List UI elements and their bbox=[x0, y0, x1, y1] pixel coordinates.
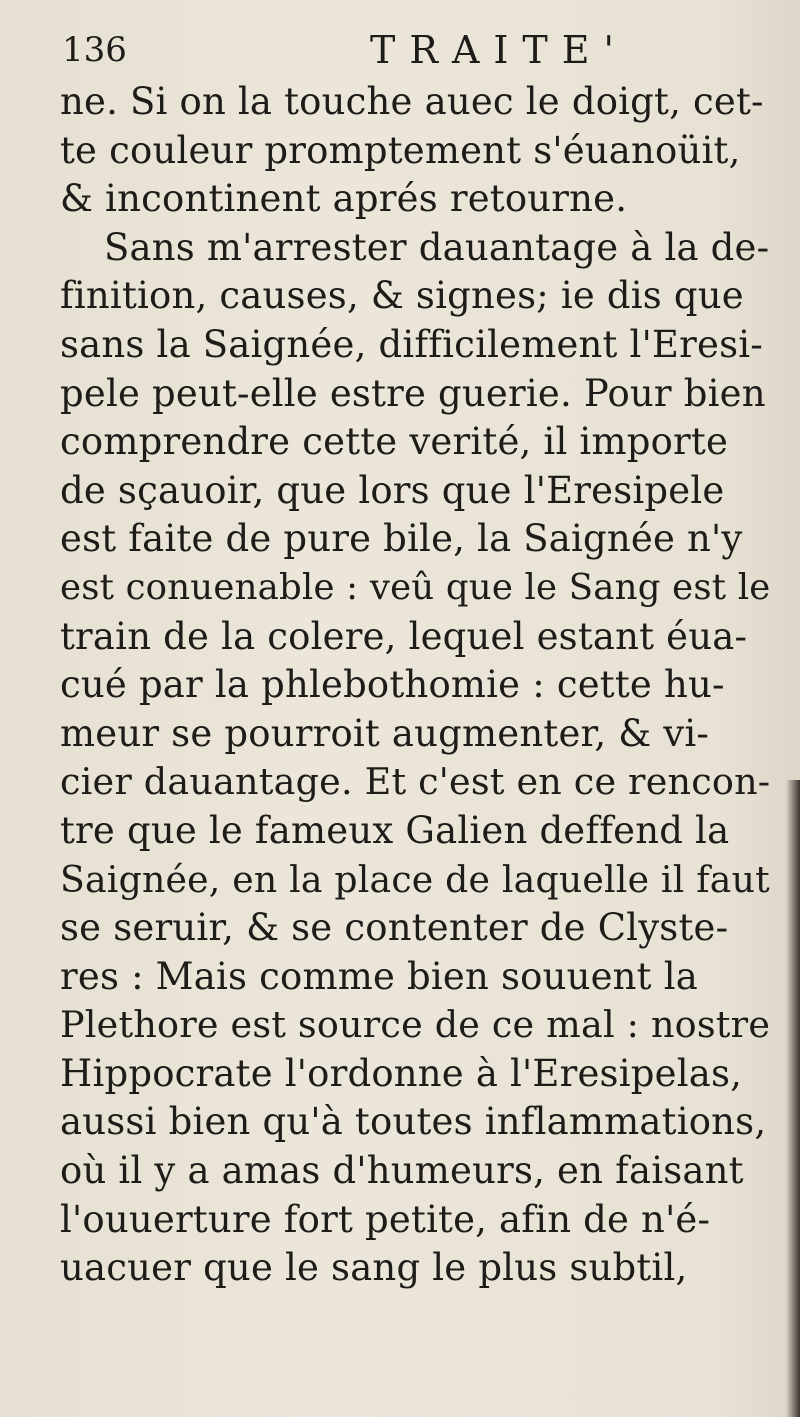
text-line: uacuer que le sang le plus subtil, bbox=[60, 1246, 688, 1290]
page-edge-shadow bbox=[786, 780, 800, 1417]
text-line: Hippocrate l'ordonne à l'Eresipelas, bbox=[60, 1051, 743, 1095]
text-line: aussi bien qu'à toutes inflammations, bbox=[60, 1100, 767, 1144]
text-line: Sans m'arrester dauantage à la de- bbox=[104, 225, 770, 269]
text-line: & incontinent aprés retourne. bbox=[60, 177, 628, 221]
text-line: est faite de pure bile, la Saignée n'y bbox=[60, 517, 743, 561]
running-title: TRAITE' bbox=[370, 28, 628, 72]
page-number: 136 bbox=[62, 30, 127, 70]
text-line: se seruir, & se contenter de Clyste- bbox=[60, 906, 729, 950]
text-line: train de la colere, lequel estant éua- bbox=[60, 614, 748, 658]
text-line: Saignée, en la place de laquelle il faut bbox=[60, 857, 770, 901]
text-line: de sçauoir, que lors que l'Eresipele bbox=[60, 468, 725, 512]
text-line: ne. Si on la touche auec le doigt, cet- bbox=[60, 80, 764, 123]
text-line: cier dauantage. Et c'est en ce rencon- bbox=[60, 760, 771, 804]
text-line: cué par la phlebothomie : cette hu- bbox=[60, 663, 725, 707]
text-line: comprendre cette verité, il importe bbox=[60, 420, 729, 464]
text-line: pele peut-elle estre guerie. Pour bien bbox=[60, 371, 766, 415]
page-header bbox=[62, 28, 762, 74]
text-line: l'ouuerture fort petite, afin de n'é- bbox=[60, 1197, 711, 1241]
text-line: Plethore est source de ce mal : nostre bbox=[60, 1003, 771, 1047]
text-line: te couleur promptement s'éuanoüit, bbox=[60, 128, 741, 172]
text-line: tre que le fameux Galien deffend la bbox=[60, 808, 730, 852]
text-line: res : Mais comme bien souuent la bbox=[60, 954, 698, 998]
text-line: finition, causes, & signes; ie dis que bbox=[60, 274, 744, 318]
text-line: où il y a amas d'humeurs, en faisant bbox=[60, 1149, 744, 1193]
text-line: meur se pourroit augmenter, & vi- bbox=[60, 711, 710, 755]
text-line: est conuenable : veû que le Sang est le bbox=[60, 566, 771, 608]
body-text bbox=[60, 78, 780, 1293]
text-line: sans la Saignée, difficilement l'Eresi- bbox=[60, 322, 763, 366]
